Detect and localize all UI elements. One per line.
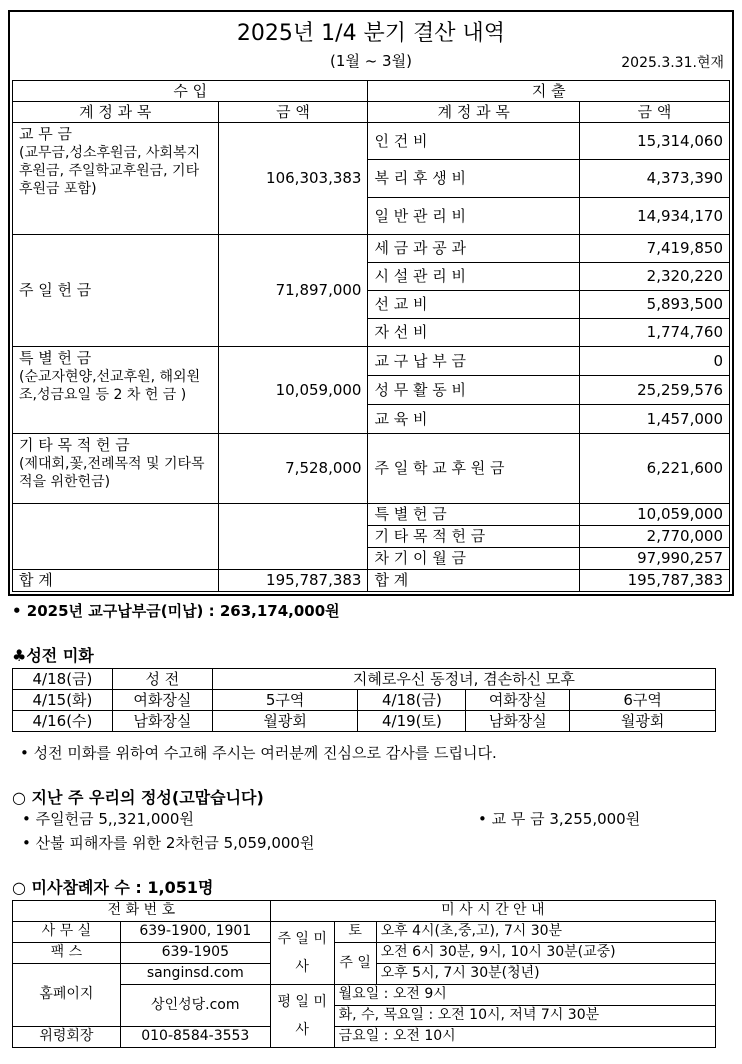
sunday-label: 주 일 <box>334 943 376 985</box>
cleaning-heading: ♣성전 미화 <box>12 646 94 665</box>
contact-mass-table <box>12 900 716 1048</box>
fax-label: 팩 스 <box>13 943 121 964</box>
cleaning-date: 4/18(금) <box>358 690 466 711</box>
expense-item: 복 리 후 생 비 <box>368 160 580 198</box>
office-label: 사 무 실 <box>13 922 121 943</box>
expense-amount: 10,059,000 <box>580 504 730 526</box>
expense-total: 195,787,383 <box>580 570 730 592</box>
fire-relief-offering: • 산불 피해자를 위한 2차헌금 5,059,000원 <box>22 834 315 852</box>
weekday-mass-label: 평 일 미 사 <box>270 985 334 1048</box>
expense-item: 자 선 비 <box>368 319 580 347</box>
income-amount: 106,303,383 <box>218 123 368 235</box>
cleaning-place: 여화장실 <box>466 690 570 711</box>
saturday-time: 오후 4시(초,중,고), 7시 30분 <box>376 922 715 943</box>
sunday-offering: • 주일헌금 5,,321,000원 <box>22 810 194 828</box>
expense-item: 주 일 학 교 후 원 금 <box>368 434 580 504</box>
income-total: 195,787,383 <box>218 570 368 592</box>
income-label: 교 무 금 <box>19 125 73 143</box>
expense-amount: 6,221,600 <box>580 434 730 504</box>
expense-amount: 5,893,500 <box>580 291 730 319</box>
diocese-unpaid-note: • 2025년 교구납부금(미납) : 263,174,000원 <box>12 602 340 620</box>
expense-amount: 97,990,257 <box>580 548 730 570</box>
cleaning-thanks: • 성전 미화를 위하여 수고해 주시는 여러분께 진심으로 감사를 드립니다. <box>20 744 497 762</box>
sunday-mass-label: 주 일 미 사 <box>270 922 334 985</box>
cleaning-place: 여화장실 <box>112 690 212 711</box>
income-amount: 71,897,000 <box>218 235 368 347</box>
expense-header: 지 출 <box>368 81 730 102</box>
financial-report <box>8 10 734 596</box>
expense-item: 성 무 활 동 비 <box>368 376 580 405</box>
expense-amount-header: 금 액 <box>580 102 730 123</box>
income-note: (교무금,성소후원금, 사회복지후원금, 주일학교후원금, 기타후원금 포함) <box>19 144 201 198</box>
income-label: 특 별 헌 금 <box>19 349 92 367</box>
expense-amount: 25,259,576 <box>580 376 730 405</box>
cleaning-group: 5구역 <box>212 690 358 711</box>
cleaning-group: 6구역 <box>570 690 716 711</box>
expense-amount: 7,419,850 <box>580 235 730 263</box>
income-item: 주 일 헌 금 <box>13 235 219 347</box>
income-item <box>13 347 219 434</box>
expense-item: 교 구 납 부 금 <box>368 347 580 376</box>
cleaning-date: 4/15(화) <box>13 690 113 711</box>
expense-item: 교 육 비 <box>368 405 580 434</box>
expense-item: 일 반 관 리 비 <box>368 198 580 235</box>
sunday-time-morning: 오전 6시 30분, 9시, 10시 30분(교중) <box>376 943 715 964</box>
cleaning-group: 월광회 <box>212 711 358 732</box>
friday-time: 금요일 : 오전 10시 <box>334 1027 715 1048</box>
phone-header: 전 화 번 호 <box>13 901 271 922</box>
expense-item: 기 타 목 적 헌 금 <box>368 526 580 548</box>
expense-item: 차 기 이 월 금 <box>368 548 580 570</box>
income-item <box>13 123 219 235</box>
income-total-label: 합 계 <box>13 570 219 592</box>
expense-amount: 2,770,000 <box>580 526 730 548</box>
income-note: (순교자현양,선교후원, 해외원조,성금요일 등 2 차 헌 금 ) <box>19 368 201 403</box>
cleaning-table <box>12 668 716 732</box>
homepage-url[interactable]: sanginsd.com <box>120 964 270 985</box>
offerings-heading: ○ 지난 주 우리의 정성(고맙습니다) <box>12 788 264 807</box>
income-label: 기 타 목 적 헌 금 <box>19 436 130 454</box>
expense-item: 세 금 과 공 과 <box>368 235 580 263</box>
expense-amount: 1,774,760 <box>580 319 730 347</box>
income-empty-amount <box>218 504 368 570</box>
homepage-name[interactable]: 상인성당.com <box>120 985 270 1027</box>
monday-time: 월요일 : 오전 9시 <box>334 985 715 1006</box>
expense-amount: 15,314,060 <box>580 123 730 160</box>
mass-header: 미 사 시 간 안 내 <box>270 901 715 922</box>
report-title: 2025년 1/4 분기 결산 내역 <box>236 21 506 46</box>
attendance-heading: ○ 미사참례자 수 : 1,051명 <box>12 878 214 897</box>
expense-item: 시 설 관 리 비 <box>368 263 580 291</box>
income-amount: 10,059,000 <box>218 347 368 434</box>
cleaning-date: 4/18(금) <box>13 669 113 690</box>
finance-table <box>12 80 730 592</box>
expense-amount: 4,373,390 <box>580 160 730 198</box>
income-header: 수 입 <box>13 81 368 102</box>
office-phone: 639-1900, 1901 <box>120 922 270 943</box>
expense-amount: 1,457,000 <box>580 405 730 434</box>
expense-amount: 14,934,170 <box>580 198 730 235</box>
cleaning-place: 남화장실 <box>112 711 212 732</box>
tue-thu-time: 화, 수, 목요일 : 오전 10시, 저녁 7시 30분 <box>334 1006 715 1027</box>
chair-phone: 010-8584-3553 <box>120 1027 270 1048</box>
expense-total-label: 합 계 <box>368 570 580 592</box>
dues-offering: • 교 무 금 3,255,000원 <box>478 810 641 828</box>
income-amount: 7,528,000 <box>218 434 368 504</box>
fax-number: 639-1905 <box>120 943 270 964</box>
income-note: (제대회,꽃,전례목적 및 기타목적을 위한헌금) <box>19 455 205 490</box>
homepage-label: 홈페이지 <box>13 964 121 1027</box>
cleaning-place: 성 전 <box>112 669 212 690</box>
expense-item-header: 계 정 과 목 <box>368 102 580 123</box>
cleaning-group: 월광회 <box>570 711 716 732</box>
sunday-time-evening: 오후 5시, 7시 30분(청년) <box>376 964 715 985</box>
income-amount-header: 금 액 <box>218 102 368 123</box>
expense-amount: 0 <box>580 347 730 376</box>
cleaning-date: 4/16(수) <box>13 711 113 732</box>
expense-item: 특 별 헌 금 <box>368 504 580 526</box>
cleaning-place: 남화장실 <box>466 711 570 732</box>
report-date: 2025.3.31.현재 <box>621 55 724 71</box>
income-empty <box>13 504 219 570</box>
cleaning-date: 4/19(토) <box>358 711 466 732</box>
income-item-header: 계 정 과 목 <box>13 102 219 123</box>
chair-label: 위령회장 <box>13 1027 121 1048</box>
cleaning-group: 지혜로우신 동정녀, 겸손하신 모후 <box>212 669 715 690</box>
expense-item: 선 교 비 <box>368 291 580 319</box>
expense-item: 인 건 비 <box>368 123 580 160</box>
saturday-label: 토 <box>334 922 376 943</box>
income-item <box>13 434 219 504</box>
expense-amount: 2,320,220 <box>580 263 730 291</box>
report-period: (1월 ~ 3월) <box>330 52 412 70</box>
